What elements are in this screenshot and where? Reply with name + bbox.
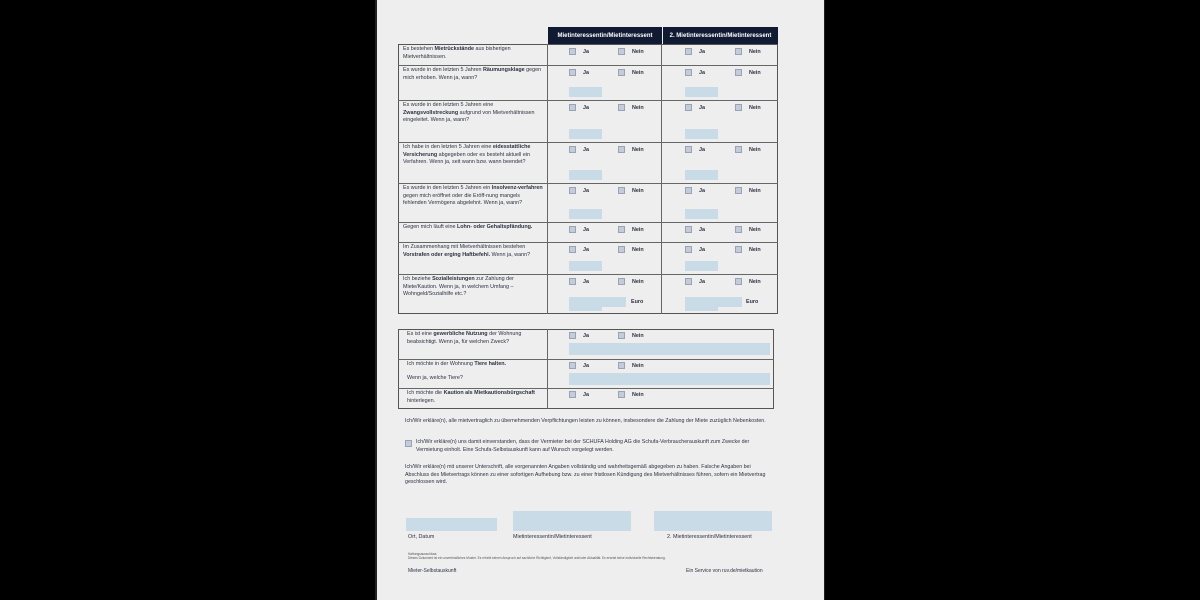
question-text-part: eidesstattliche Versicherung [403, 144, 531, 158]
tenant2-no-option[interactable] [735, 226, 761, 233]
row-divider [398, 65, 778, 66]
checkbox[interactable] [685, 104, 692, 111]
row-divider [398, 183, 778, 184]
checkbox[interactable] [685, 226, 692, 233]
question-4 [403, 144, 543, 167]
tenant1-yes-option[interactable] [569, 226, 589, 233]
question-text-part: Es wurde in den letzten 5 Jahren eine [403, 102, 494, 108]
tenant1-yes-option-label: Ja [583, 226, 589, 233]
tenant2-yes-option[interactable] [685, 226, 705, 233]
question2-3 [407, 390, 547, 405]
tenant2-yes-option-label: Ja [699, 146, 705, 153]
checkbox[interactable] [685, 48, 692, 55]
signature-field-1[interactable] [513, 511, 631, 531]
checkbox[interactable] [618, 332, 625, 339]
disclaimer-body: Dieses Dokument ist ein unverbindliches Muster. Es erhebt keinen Anspruch auf sachliche Richtigkeit, Vollständigkeit und/oder Aktualität. Es ersetzt keine individuelle Rechtsberatung. [408, 556, 666, 560]
tenant1-amount-field[interactable] [569, 297, 626, 307]
tenant1-no-option[interactable] [618, 246, 644, 253]
question-3 [403, 102, 543, 125]
no-option-label: Nein [632, 391, 644, 398]
checkbox[interactable] [569, 391, 576, 398]
tenant1-yes-option-label: Ja [583, 69, 589, 76]
tenant2-yes-option-label: Ja [699, 187, 705, 194]
question-text-part: Sozialleistungen [432, 276, 475, 282]
checkbox[interactable] [569, 246, 576, 253]
question-text-part: Kaution als Mietkautionsbürgschaft [443, 390, 535, 396]
tenant1-yes-option[interactable] [569, 246, 589, 253]
question-text-part: Es wurde in den letzten 5 Jahren ein [403, 185, 492, 191]
tenant2-no-option[interactable] [735, 246, 761, 253]
question-text-part: Es bestehen [403, 46, 435, 52]
question2-1 [407, 331, 547, 346]
tenant2-no-option[interactable] [735, 187, 761, 194]
checkbox[interactable] [569, 278, 576, 285]
no-option-label: Nein [632, 362, 644, 369]
question-text-part: aufgrund von Mietverhältnissen eingeleitet. Wenn ja, wann? [403, 109, 535, 124]
truthfulness-text: Ich/Wir erkläre(n) mit unserer Unterschrift, alle vorgenannten Angaben vollständig und wahrheitsgemäß abgegeben zu haben. Falsche Angaben bei Abschluss des Mietvertrags können zu einer sofortigen Aufhebung bzw. zu einer fristlosen Kündigung des Mietverhältnisses führen, sofern ein Mietvertrag geschlossen wird. [405, 464, 766, 485]
row-divider [398, 222, 778, 223]
tenant1-yes-option-label: Ja [583, 48, 589, 55]
question-text-part: Insolvenz-verfahren [491, 185, 543, 191]
row-divider [398, 359, 774, 360]
answer-field[interactable] [569, 343, 770, 355]
tenant2-no-option[interactable] [735, 146, 761, 153]
checkbox[interactable] [735, 48, 742, 55]
question-text-part: Mietrückstände [434, 46, 475, 52]
tenant2-amount-field[interactable] [685, 297, 742, 307]
header-tenant-2-label: 2. Mietinteressentin/Mietinteressent [669, 32, 772, 39]
tenant2-no-option[interactable] [735, 69, 761, 76]
tenant1-no-option-label: Nein [632, 146, 644, 153]
question2-2 [407, 361, 547, 369]
tenant1-answer-field[interactable] [569, 129, 602, 139]
tenant1-no-option-label: Nein [632, 69, 644, 76]
tenant2-yes-option-label: Ja [699, 226, 705, 233]
tenant1-no-option[interactable] [618, 187, 644, 194]
checkbox[interactable] [618, 104, 625, 111]
tenant2-no-option-label: Nein [749, 278, 761, 285]
checkbox[interactable] [735, 69, 742, 76]
no-option[interactable] [618, 391, 644, 398]
place-date-field[interactable] [406, 518, 497, 531]
no-option-label: Nein [632, 332, 644, 339]
tenant1-no-option[interactable] [618, 104, 644, 111]
tenant2-yes-option-label: Ja [699, 246, 705, 253]
tenant2-no-option[interactable] [735, 104, 761, 111]
tenant1-answer-field[interactable] [569, 209, 602, 219]
checkbox[interactable] [569, 146, 576, 153]
signature-label-1: Mietinteressentin/Mietinteressent [513, 534, 592, 540]
checkbox[interactable] [618, 278, 625, 285]
tenant1-no-option-label: Nein [632, 278, 644, 285]
checkbox[interactable] [569, 226, 576, 233]
tenant2-no-option-label: Nein [749, 48, 761, 55]
tenant1-yes-option[interactable] [569, 187, 589, 194]
footer-link[interactable]: Ein Service von ruv.de/mietkaution [686, 568, 763, 574]
checkbox[interactable] [735, 187, 742, 194]
yes-option-label: Ja [583, 332, 589, 339]
question-text-part: Ich möchte die [407, 390, 444, 396]
tenant2-yes-option[interactable] [685, 48, 705, 55]
tenant1-yes-option[interactable] [569, 146, 589, 153]
signature-label-2: 2. Mietinteressentin/Mietinteressent [667, 534, 752, 540]
tenant2-yes-option[interactable] [685, 187, 705, 194]
question-text-part: hinterlegen. [407, 397, 436, 404]
question-text-part: Es ist eine [407, 331, 434, 337]
checkbox[interactable] [569, 69, 576, 76]
signature-field-2[interactable] [654, 511, 772, 531]
place-date-label: Ort, Datum [408, 534, 435, 540]
tenant1-yes-option-label: Ja [583, 187, 589, 194]
question2-sub: Wenn ja, welche Tiere? [407, 375, 463, 381]
header-tenant-1-label: Mietinteressentin/Mietinteressent [557, 32, 653, 39]
yes-option-label: Ja [583, 362, 589, 369]
tenant2-answer-field[interactable] [685, 170, 718, 180]
question-1 [403, 46, 543, 61]
footer-title: Mieter-Selbstauskunft [408, 568, 457, 574]
tenant1-yes-option-label: Ja [583, 246, 589, 253]
checkbox[interactable] [735, 104, 742, 111]
question-text-part: Ich habe in den letzten 5 Jahren eine [403, 144, 493, 150]
question-text-part: aus bisherigen Mietverhältnissen. [403, 46, 511, 60]
checkbox[interactable] [735, 278, 742, 285]
question-7 [403, 244, 543, 259]
declaration-text: Ich/Wir erkläre(n), alle mietvertraglich zu übernehmenden Verpflichtungen leisten zu können, insbesondere die Zahlung der Miete zuzüglich Nebenkosten. [405, 418, 766, 424]
tenant2-yes-option[interactable] [685, 146, 705, 153]
question-text-part: Zwangsvollstreckung [403, 109, 459, 116]
tenant1-no-option[interactable] [618, 69, 644, 76]
tenant2-yes-option-label: Ja [699, 69, 705, 76]
tenant1-no-option-label: Nein [632, 246, 644, 253]
tenant1-no-option[interactable] [618, 48, 644, 55]
tenant2-answer-field[interactable] [685, 129, 718, 139]
checkbox[interactable] [618, 362, 625, 369]
question-text-part: Ich beziehe [403, 276, 433, 282]
checkbox[interactable] [569, 332, 576, 339]
checkbox[interactable] [618, 246, 625, 253]
question-6 [403, 224, 543, 232]
tenant1-yes-option[interactable] [569, 69, 589, 76]
checkbox[interactable] [569, 362, 576, 369]
tenant2-answer-field[interactable] [685, 209, 718, 219]
checkbox[interactable] [685, 146, 692, 153]
question-text-part: Lohn- oder Gehaltspfändung. [456, 224, 533, 230]
question-text-part: Es wurde in den letzten 5 Jahren [403, 67, 484, 73]
row-divider [398, 100, 778, 101]
question-text-part: Wenn ja, wann? [490, 251, 531, 258]
no-option[interactable] [618, 362, 644, 369]
question-5 [403, 185, 543, 208]
tenant2-no-option-label: Nein [749, 246, 761, 253]
question-text-part: Im Zusammenhang mit Mietverhältnissen bestehen [403, 244, 526, 250]
checkbox[interactable] [685, 246, 692, 253]
tenant2-yes-option-label: Ja [699, 48, 705, 55]
currency-label: Euro [746, 299, 759, 305]
question-8 [403, 276, 543, 299]
tenant1-no-option-label: Nein [632, 226, 644, 233]
header-tenant-1 [548, 27, 662, 44]
row-divider [398, 242, 778, 243]
yes-option[interactable] [569, 332, 589, 339]
tenant1-no-option-label: Nein [632, 48, 644, 55]
tenant1-answer-field[interactable] [569, 261, 602, 271]
tenant1-no-option-label: Nein [632, 104, 644, 111]
tenant2-yes-option[interactable] [685, 69, 705, 76]
tenant1-answer-field[interactable] [569, 87, 602, 97]
checkbox[interactable] [618, 187, 625, 194]
answer-field[interactable] [569, 373, 770, 385]
tenant2-no-option-label: Nein [749, 187, 761, 194]
tenant1-no-option-label: Nein [632, 187, 644, 194]
question-text-part: gewerbliche Nutzung [433, 331, 488, 337]
tenant1-yes-option[interactable] [569, 104, 589, 111]
tenant2-yes-option[interactable] [685, 104, 705, 111]
tenant1-yes-option[interactable] [569, 48, 589, 55]
header-tenant-2 [663, 27, 778, 44]
schufa-consent-checkbox[interactable] [405, 440, 412, 447]
tenant2-no-option-label: Nein [749, 226, 761, 233]
question-text-part: gegen mich erhoben. Wenn ja, wann? [403, 67, 542, 81]
row-divider [398, 388, 774, 389]
question-text-part: zur Zahlung der Miete/Kaution. Wenn ja, in welchem Umfang – Wohngeld/Sozialhilfe etc.? [403, 276, 514, 298]
tenant2-yes-option[interactable] [685, 246, 705, 253]
tenant1-answer-field[interactable] [569, 170, 602, 180]
checkbox[interactable] [618, 226, 625, 233]
tenant1-yes-option-label: Ja [583, 278, 589, 285]
yes-option[interactable] [569, 391, 589, 398]
tenant1-no-option[interactable] [618, 278, 644, 285]
checkbox[interactable] [685, 69, 692, 76]
row-divider [398, 274, 778, 275]
question-text-part: gegen mich eröffnet oder die Eröff-nung mangels fehlenden Vermögens abgelehnt. Wenn ja, wann? [403, 192, 523, 207]
checkbox[interactable] [618, 69, 625, 76]
checkbox[interactable] [685, 187, 692, 194]
tenant2-yes-option[interactable] [685, 278, 705, 285]
tenant2-answer-field[interactable] [685, 87, 718, 97]
question-text-part: der Wohnung beabsichtigt. Wenn ja, für welchen Zweck? [407, 331, 522, 345]
question-text-part: Ich möchte in der Wohnung [407, 361, 475, 367]
checkbox[interactable] [618, 391, 625, 398]
tenant1-no-option[interactable] [618, 226, 644, 233]
row-divider [398, 142, 778, 143]
tenant2-answer-field[interactable] [685, 261, 718, 271]
currency-label: Euro [631, 299, 644, 305]
tenant1-yes-option-label: Ja [583, 104, 589, 111]
divider [547, 329, 548, 409]
question-2 [403, 67, 543, 82]
checkbox[interactable] [618, 48, 625, 55]
checkbox[interactable] [685, 278, 692, 285]
checkbox[interactable] [735, 246, 742, 253]
checkbox[interactable] [569, 104, 576, 111]
no-option[interactable] [618, 332, 644, 339]
checkbox[interactable] [569, 48, 576, 55]
yes-option-label: Ja [583, 391, 589, 398]
tenant2-no-option-label: Nein [749, 146, 761, 153]
tenant2-no-option[interactable] [735, 278, 761, 285]
schufa-consent-text: Ich/Wir erkläre(n) uns damit einverstanden, dass der Vermieter bei der SCHUFA Holding AG die Schufa-Verbraucherauskunft zum Zwecke der Vermietung einholt. Eine Schufa-Selbstauskunft kann auf Wunsch vorgelegt werden. [416, 439, 750, 453]
tenant2-no-option-label: Nein [749, 104, 761, 111]
question-text-part: Vorstrafen oder erging Haftbefehl. [403, 251, 491, 258]
yes-option[interactable] [569, 362, 589, 369]
tenant1-no-option[interactable] [618, 146, 644, 153]
checkbox[interactable] [618, 146, 625, 153]
checkbox[interactable] [735, 226, 742, 233]
tenant2-no-option[interactable] [735, 48, 761, 55]
tenant2-yes-option-label: Ja [699, 278, 705, 285]
question-text-part: Tiere halten. [474, 361, 506, 367]
tenant1-yes-option-label: Ja [583, 146, 589, 153]
disclaimer-title: Haftungsausschluss [408, 552, 437, 556]
question-text-part: Gegen mich läuft eine [403, 224, 457, 230]
checkbox[interactable] [569, 187, 576, 194]
question-text-part: Räumungsklage [483, 67, 525, 73]
question-text-part: abgegeben oder es besteht aktuell ein Verfahren. Wenn ja, seit wann bzw. wann beendet? [403, 151, 531, 166]
tenant2-no-option-label: Nein [749, 69, 761, 76]
checkbox[interactable] [735, 146, 742, 153]
tenant1-yes-option[interactable] [569, 278, 589, 285]
tenant2-yes-option-label: Ja [699, 104, 705, 111]
